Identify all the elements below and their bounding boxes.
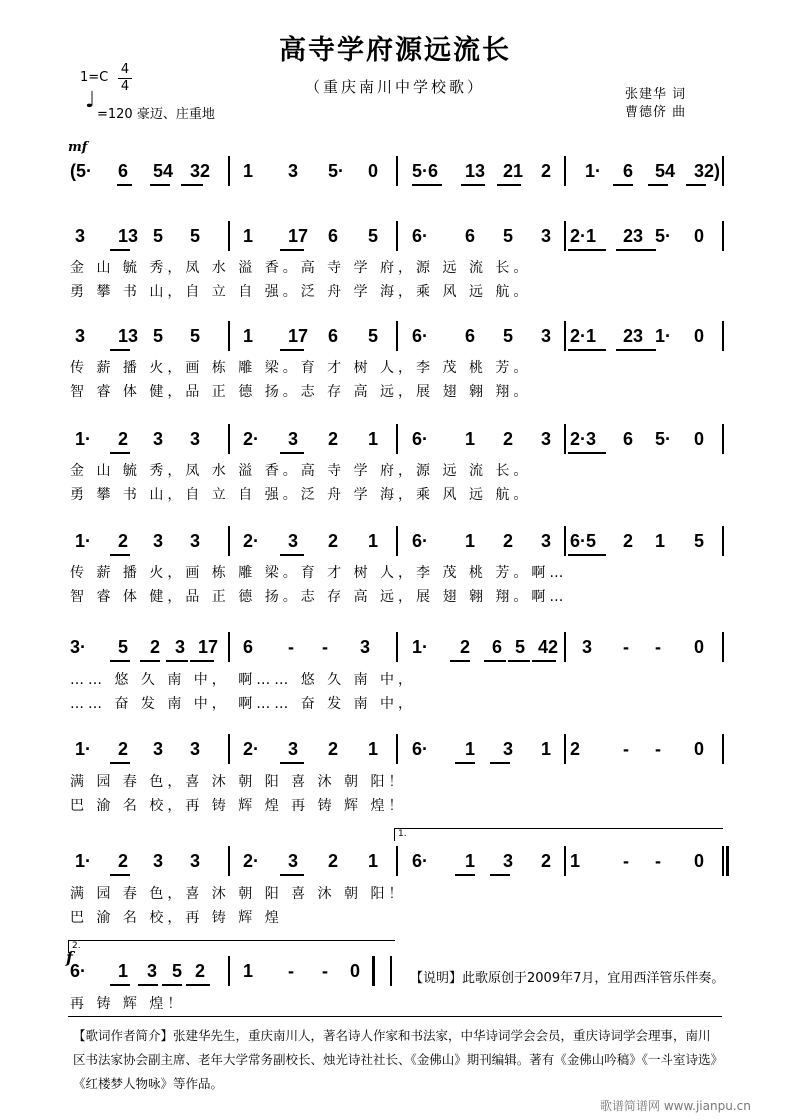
note: 1·	[655, 326, 672, 346]
note: 2	[570, 739, 581, 759]
note: 1	[368, 739, 379, 759]
beam-underline	[490, 762, 510, 764]
note: 0	[350, 961, 361, 981]
note: 3	[541, 326, 552, 346]
note: 3	[582, 637, 593, 657]
lyric-line: 金 山 毓 秀，凤 水 溢 香。高 寺 学 府，源 远 流 长。	[70, 260, 532, 276]
beam-underline	[280, 762, 304, 764]
note: 1	[541, 739, 552, 759]
beam-underline	[150, 184, 170, 186]
note: -	[655, 851, 661, 871]
beam-underline	[110, 874, 130, 876]
final-bar	[726, 846, 729, 876]
note: 2	[118, 429, 129, 449]
beam-underline	[613, 184, 633, 186]
subtitle: （重庆南川中学校歌）	[304, 78, 485, 96]
note: 6·	[412, 226, 429, 246]
note: 2	[328, 531, 339, 551]
bar-line	[396, 221, 398, 251]
note: -	[623, 739, 629, 759]
note: 2·	[243, 531, 260, 551]
beam-underline	[490, 874, 510, 876]
note: 2·1	[570, 226, 597, 246]
beam-underline	[280, 349, 304, 351]
beam-underline	[616, 349, 656, 351]
bar-line	[722, 424, 724, 454]
note: 1	[243, 161, 254, 181]
note: 0	[368, 161, 379, 181]
time-signature-top: 4	[120, 62, 130, 77]
note: 2	[541, 161, 552, 181]
time-signature-bottom: 4	[120, 79, 130, 94]
bar-line	[722, 156, 724, 186]
page-title: 高寺学府源远流长	[279, 35, 511, 66]
bar-line	[228, 526, 230, 556]
beam-underline	[166, 660, 188, 662]
note: 2·	[243, 851, 260, 871]
note: 2	[503, 531, 514, 551]
divider	[68, 1016, 722, 1017]
note: -	[288, 961, 294, 981]
note: 0	[694, 851, 705, 871]
note: 0	[694, 326, 705, 346]
note: 1·	[75, 739, 92, 759]
note: 2	[118, 739, 129, 759]
beam-underline	[455, 762, 475, 764]
beam-underline	[186, 984, 210, 986]
bar-line	[396, 526, 398, 556]
lyricist-bio: 【歌词作者简介】张建华先生，重庆南川人，著名诗人作家和书法家，中华诗词学会会员，重庆诗词学会理事，南川区书法家协会副主席、老年大学常务副校长、烛光诗社社长、《金佛山》期刊编辑。著有《金佛山吟稿》《一斗室诗选》《红楼梦人物咏》等作品。	[73, 1028, 717, 1091]
bar-line	[396, 846, 398, 876]
note: 2	[118, 531, 129, 551]
note: 5	[190, 226, 201, 246]
bar-line	[228, 221, 230, 251]
note: 6	[465, 326, 476, 346]
lyric-line: 勇 攀 书 山，自 立 自 强。泛 舟 学 海，乘 风 远 航。	[70, 284, 532, 300]
bar-line	[390, 956, 392, 986]
beam-underline	[532, 660, 556, 662]
note: 3	[153, 851, 164, 871]
note: 3	[503, 851, 514, 871]
key-signature: 1=C	[80, 70, 109, 85]
note: 3	[153, 531, 164, 551]
volta-1-bracket	[394, 828, 723, 841]
lyric-line: 智 睿 体 健，品 正 德 扬。志 存 高 远，展 翅 翱 翔。	[70, 384, 532, 400]
note: 3	[360, 637, 371, 657]
beam-underline	[568, 349, 606, 351]
bar-line	[228, 956, 230, 986]
note: 0	[694, 637, 705, 657]
beam-underline	[455, 874, 475, 876]
note: 3	[288, 531, 299, 551]
note: 5·6	[412, 161, 439, 181]
beam-underline	[110, 762, 130, 764]
note: -	[655, 637, 661, 657]
note: 6	[623, 161, 634, 181]
note: 42	[538, 637, 559, 657]
bar-line	[228, 156, 230, 186]
note: 2	[460, 637, 471, 657]
note: 3	[288, 429, 299, 449]
bar-line	[228, 734, 230, 764]
bar-line	[564, 221, 566, 251]
note: 3	[75, 226, 86, 246]
note: 5	[503, 226, 514, 246]
beam-underline	[450, 660, 470, 662]
note: 3	[75, 326, 86, 346]
note: 1	[465, 429, 476, 449]
bar-line	[564, 846, 566, 876]
lyric-line: 满 园 春 色，喜 沐 朝 阳 喜 沐 朝 阳！	[70, 886, 407, 902]
note: 2·	[243, 739, 260, 759]
beam-underline	[412, 184, 442, 186]
note: 6	[118, 161, 129, 181]
beam-underline	[140, 660, 160, 662]
volta-1-label: 1.	[398, 829, 407, 839]
note: 1	[465, 739, 476, 759]
note: 1	[243, 961, 254, 981]
performance-note: 【说明】此歌原创于2009年7月，宜用西洋管乐伴奏。	[410, 971, 725, 986]
note: 3	[153, 739, 164, 759]
note: 17	[288, 326, 309, 346]
note: 1	[655, 531, 666, 551]
note: 5	[515, 637, 526, 657]
note: 1·	[75, 531, 92, 551]
beam-underline	[117, 184, 132, 186]
note: 3	[190, 851, 201, 871]
note: (5·	[70, 161, 92, 181]
note: 5	[118, 637, 129, 657]
note: 6	[465, 226, 476, 246]
composer-credit: 曹德侪 曲	[625, 105, 687, 120]
note: 3	[541, 429, 552, 449]
bar-line	[564, 424, 566, 454]
note: 6·	[412, 326, 429, 346]
note: 3	[503, 739, 514, 759]
lyric-line: …… 悠 久 南 中， 啊…… 悠 久 南 中，	[70, 672, 417, 688]
note: 13	[118, 326, 139, 346]
note: 0	[694, 429, 705, 449]
note: 6·	[412, 429, 429, 449]
note: 1	[118, 961, 129, 981]
note: 1	[465, 531, 476, 551]
lyric-line: 满 园 春 色，喜 沐 朝 阳 喜 沐 朝 阳！	[70, 774, 407, 790]
note: 54	[153, 161, 174, 181]
beam-underline	[280, 874, 304, 876]
beam-underline	[190, 660, 214, 662]
note: 13	[118, 226, 139, 246]
note: 6	[328, 226, 339, 246]
bar-line	[228, 632, 230, 662]
beam-underline	[280, 554, 304, 556]
bar-line	[722, 632, 724, 662]
note: 1	[368, 429, 379, 449]
note: 1	[368, 531, 379, 551]
note: 3	[147, 961, 158, 981]
note: 0	[694, 226, 705, 246]
note: 6·	[412, 739, 429, 759]
bar-line	[722, 221, 724, 251]
beam-underline	[110, 660, 130, 662]
beam-underline	[138, 984, 158, 986]
note: 5	[153, 326, 164, 346]
note: 6·	[412, 851, 429, 871]
note: 2	[503, 429, 514, 449]
bar-line	[228, 321, 230, 351]
quarter-note-icon: ♩	[85, 88, 96, 113]
bar-line	[722, 321, 724, 351]
note: 3	[190, 739, 201, 759]
note: 23	[623, 226, 644, 246]
beam-underline	[280, 452, 304, 454]
lyric-line: 传 薪 播 火，画 栋 雕 梁。育 才 树 人，李 茂 桃 芳。	[70, 360, 532, 376]
note: 5·	[328, 161, 345, 181]
beam-underline	[568, 249, 606, 251]
beam-underline	[686, 184, 706, 186]
beam-underline	[568, 554, 606, 556]
note: 6·	[412, 531, 429, 551]
note: 5	[503, 326, 514, 346]
note: 2	[328, 429, 339, 449]
lyric-line: 金 山 毓 秀，凤 水 溢 香。高 寺 学 府，源 远 流 长。	[70, 463, 532, 479]
final-bar	[372, 956, 375, 986]
bar-line	[564, 632, 566, 662]
note: 5	[153, 226, 164, 246]
note: 2	[541, 851, 552, 871]
beam-underline	[497, 184, 521, 186]
bar-line	[228, 846, 230, 876]
lyricist-credit: 张建华 词	[625, 87, 687, 102]
note: 3	[541, 226, 552, 246]
note: 6	[623, 429, 634, 449]
note: 5	[172, 961, 183, 981]
note: 2	[328, 851, 339, 871]
bar-line	[396, 321, 398, 351]
beam-underline	[484, 660, 506, 662]
note: 6·	[70, 961, 87, 981]
bar-line	[722, 846, 724, 876]
note: 6·5	[570, 531, 597, 551]
lyric-line: …… 奋 发 南 中， 啊…… 奋 发 南 中，	[70, 696, 417, 712]
bar-line	[722, 526, 724, 556]
note: 2·	[243, 429, 260, 449]
note: -	[655, 739, 661, 759]
note: 1	[243, 226, 254, 246]
note: 2	[150, 637, 161, 657]
note: 1	[570, 851, 581, 871]
bar-line	[722, 734, 724, 764]
beam-underline	[280, 249, 304, 251]
note: 1·	[412, 637, 429, 657]
note: 0	[694, 739, 705, 759]
beam-underline	[616, 249, 656, 251]
note: 21	[503, 161, 524, 181]
dynamic-mf: mf	[68, 140, 88, 155]
beam-underline	[110, 452, 130, 454]
bar-line	[396, 156, 398, 186]
bar-line	[228, 424, 230, 454]
note: -	[623, 851, 629, 871]
beam-underline	[110, 349, 130, 351]
bar-line	[396, 424, 398, 454]
note: 3	[175, 637, 186, 657]
note: 6	[492, 637, 503, 657]
note: 3	[190, 531, 201, 551]
beam-underline	[461, 184, 485, 186]
lyric-line: 勇 攀 书 山，自 立 自 强。泛 舟 学 海，乘 风 远 航。	[70, 487, 532, 503]
beam-underline	[181, 184, 203, 186]
volta-2-bracket	[68, 940, 395, 953]
watermark: 歌谱简谱网 www.jianpu.cn	[600, 1099, 751, 1113]
note: 6	[243, 637, 254, 657]
volta-2-label: 2.	[72, 941, 81, 951]
beam-underline	[162, 984, 182, 986]
lyric-line: 传 薪 播 火，画 栋 雕 梁。育 才 树 人，李 茂 桃 芳。啊…	[70, 565, 568, 581]
note: 54	[655, 161, 676, 181]
note: 2	[195, 961, 206, 981]
dynamic-f: f	[66, 948, 73, 967]
note: 5·	[655, 226, 672, 246]
bar-line	[564, 526, 566, 556]
beam-underline	[568, 452, 606, 454]
note: 1	[465, 851, 476, 871]
note: 6	[328, 326, 339, 346]
note: 3·	[70, 637, 87, 657]
note: 3	[288, 851, 299, 871]
note: -	[623, 637, 629, 657]
lyric-line: 再 铸 辉 煌！	[70, 996, 186, 1012]
lyric-line: 智 睿 体 健，品 正 德 扬。志 存 高 远，展 翅 翱 翔。啊…	[70, 589, 568, 605]
bar-line	[564, 321, 566, 351]
beam-underline	[508, 660, 530, 662]
note: 2	[623, 531, 634, 551]
tempo-marking: =120 豪迈、庄重地	[97, 107, 215, 122]
bar-line	[564, 156, 566, 186]
note: 1·	[585, 161, 602, 181]
note: -	[322, 961, 328, 981]
note: 1·	[75, 429, 92, 449]
note: 1·	[75, 851, 92, 871]
beam-underline	[110, 249, 130, 251]
lyric-line: 巴 渝 名 校，再 铸 辉 煌 再 铸 辉 煌！	[70, 798, 407, 814]
note: 23	[623, 326, 644, 346]
bar-line	[396, 734, 398, 764]
note: 3	[153, 429, 164, 449]
note: 5·	[655, 429, 672, 449]
note: -	[322, 637, 328, 657]
note: 5	[190, 326, 201, 346]
note: 17	[288, 226, 309, 246]
lyric-line: 巴 渝 名 校，再 铸 辉 煌	[70, 910, 283, 926]
note: 5	[368, 226, 379, 246]
bar-line	[396, 632, 398, 662]
note: 2·1	[570, 326, 597, 346]
note: 13	[465, 161, 486, 181]
note: 1	[368, 851, 379, 871]
beam-underline	[648, 184, 668, 186]
note: 3	[541, 531, 552, 551]
note: 2	[328, 739, 339, 759]
note: 32	[190, 161, 211, 181]
note: 5	[694, 531, 705, 551]
beam-underline	[110, 984, 130, 986]
note: 3	[190, 429, 201, 449]
note: -	[288, 637, 294, 657]
note: 1	[243, 326, 254, 346]
bar-line	[564, 734, 566, 764]
note: 32)	[694, 161, 721, 181]
note: 3	[288, 739, 299, 759]
note: 3	[288, 161, 299, 181]
note: 5	[368, 326, 379, 346]
note: 2·3	[570, 429, 597, 449]
note: 2	[118, 851, 129, 871]
note: 17	[198, 637, 219, 657]
beam-underline	[110, 554, 130, 556]
